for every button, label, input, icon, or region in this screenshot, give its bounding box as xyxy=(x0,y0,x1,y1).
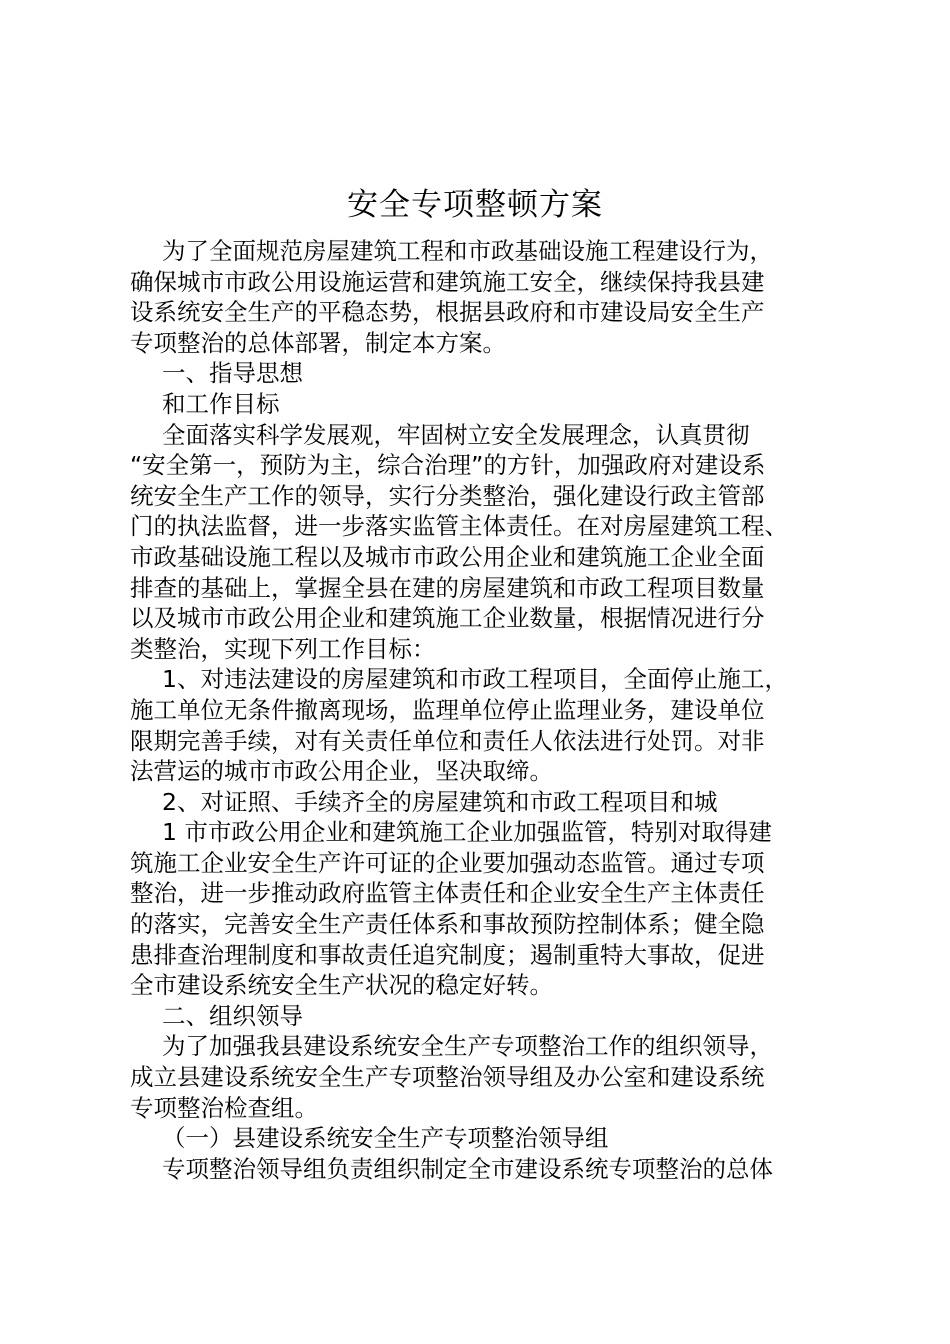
body-line: 患排查治理制度和事故责任追究制度；遏制重特大事故，促进 xyxy=(130,940,765,969)
body-line: （一）县建设系统安全生产专项整治领导组 xyxy=(162,1124,609,1153)
body-line: 限期完善手续，对有关责任单位和责任人依法进行处罚。对非 xyxy=(130,726,765,755)
body-line: 类整治，实现下列工作目标： xyxy=(130,634,436,663)
body-line: 设系统安全生产的平稳态势，根据县政府和市建设局安全生产 xyxy=(130,298,765,327)
body-line: 1、对违法建设的房屋建筑和市政工程项目，全面停止施工， xyxy=(162,665,788,694)
body-line: 法营运的城市市政公用企业，坚决取缔。 xyxy=(130,757,553,786)
body-line: 为了加强我县建设系统安全生产专项整治工作的组织领导， xyxy=(162,1032,773,1061)
body-line: 筑施工企业安全生产许可证的企业要加强动态监管。通过专项 xyxy=(130,848,765,877)
body-line: 的落实，完善安全生产责任体系和事故预防控制体系；健全隐 xyxy=(130,910,765,939)
body-line: 门的执法监督，进一步落实监管主体责任。在对房屋建筑工程、 xyxy=(130,512,788,541)
body-line: 1 市市政公用企业和建筑施工企业加强监管，特别对取得建 xyxy=(162,818,772,847)
body-line: 专项整治的总体部署，制定本方案。 xyxy=(130,328,506,357)
body-line: 确保城市市政公用设施运营和建筑施工安全，继续保持我县建 xyxy=(130,267,765,296)
body-line: 以及城市市政公用企业和建筑施工企业数量，根据情况进行分 xyxy=(130,604,765,633)
body-line: 和工作目标 xyxy=(162,389,280,418)
body-line: 专项整治检查组。 xyxy=(130,1093,318,1122)
body-line: 2、对证照、手续齐全的房屋建筑和市政工程项目和城 xyxy=(162,787,718,816)
body-line: 成立县建设系统安全生产专项整治领导组及办公室和建设系统 xyxy=(130,1063,765,1092)
body-line: 统安全生产工作的领导，实行分类整治，强化建设行政主管部 xyxy=(130,481,765,510)
body-line: “安全第一，预防为主，综合治理”的方针，加强政府对建设系 xyxy=(130,451,766,480)
body-line: 市政基础设施工程以及城市市政公用企业和建筑施工企业全面 xyxy=(130,542,765,571)
document-title: 安全专项整顿方案 xyxy=(347,187,603,223)
body-line: 二、组织领导 xyxy=(162,1001,303,1030)
body-line: 全面落实科学发展观，牢固树立安全发展理念，认真贯彻 xyxy=(162,420,750,449)
body-line: 排查的基础上，掌握全县在建的房屋建筑和市政工程项目数量 xyxy=(130,573,765,602)
body-line: 为了全面规范房屋建筑工程和市政基础设施工程建设行为， xyxy=(162,237,773,265)
body-line: 整治，进一步推动政府监管主体责任和企业安全生产主体责任 xyxy=(130,879,765,908)
body-line: 全市建设系统安全生产状况的稳定好转。 xyxy=(130,971,553,1000)
body-line: 施工单位无条件撤离现场，监理单位停止监理业务，建设单位 xyxy=(130,695,765,724)
document-body xyxy=(130,236,850,1184)
body-line: 一、指导思想 xyxy=(162,359,303,388)
body-line: 专项整治领导组负责组织制定全市建设系统专项整治的总体 xyxy=(162,1154,773,1183)
